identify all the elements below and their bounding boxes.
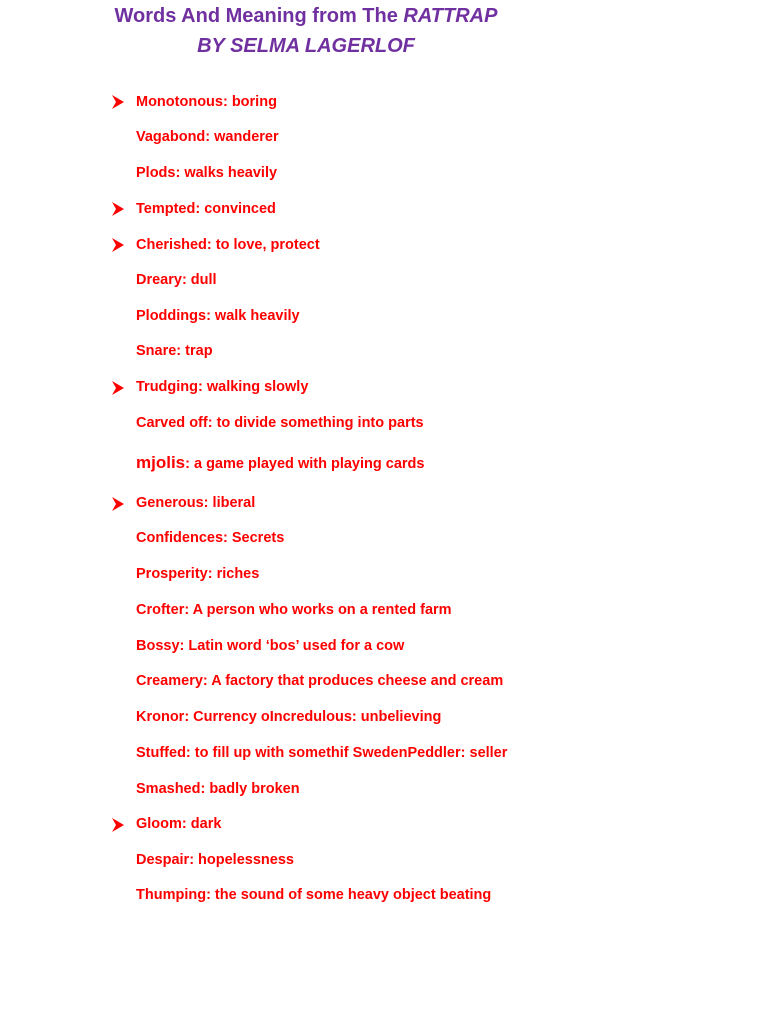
title-text: Words And Meaning from The [114,5,404,27]
document-title [0,4,612,28]
list-item: Trudging: walking slowly [136,379,309,395]
list-item: Cherished: to love, protect [136,237,320,253]
list-item: Vagabond: wanderer [136,129,279,145]
document-subtitle: BY SELMA LAGERLOF [197,35,415,57]
arrowhead-bullet-icon [110,496,126,512]
list-item: Gloom: dark [136,816,222,832]
list-item: Tempted: convinced [136,201,276,217]
arrowhead-bullet-icon [110,201,126,217]
list-item: Plods: walks heavily [136,165,278,181]
list-item: Confidences: Secrets [136,530,285,546]
list-item: Smashed: badly broken [136,781,300,797]
list-item: Dreary: dull [136,272,217,288]
list-item: Kronor: Currency oIncredulous: unbelieving [136,709,442,725]
list-item: Bossy: Latin word ‘bos’ used for a cow [136,638,405,654]
arrowhead-bullet-icon [110,380,126,396]
title-rattrap: RATTRAP [403,5,498,27]
arrowhead-bullet-icon [110,94,126,110]
list-item: Carved off: to divide something into parts [136,415,424,431]
list-item: Ploddings: walk heavily [136,308,300,324]
term-mjolis: mjolis [136,453,186,472]
arrowhead-bullet-icon [110,817,126,833]
list-item: Crofter: A person who works on a rented farm [136,602,452,618]
list-item: Monotonous: boring [136,94,277,110]
list-item: Despair: hopelessness [136,852,294,868]
list-item: Prosperity: riches [136,566,260,582]
list-item: Snare: trap [136,343,213,359]
list-item: Stuffed: to fill up with somethif SwedenPeddler: seller [136,745,508,761]
term-definition: : a game played with playing cards [185,456,425,472]
arrowhead-bullet-icon [110,237,126,253]
list-item: Creamery: A factory that produces cheese and cream [136,673,504,689]
list-item [136,454,424,473]
list-item: Thumping: the sound of some heavy object beating [136,887,492,903]
list-item: Generous: liberal [136,495,256,511]
